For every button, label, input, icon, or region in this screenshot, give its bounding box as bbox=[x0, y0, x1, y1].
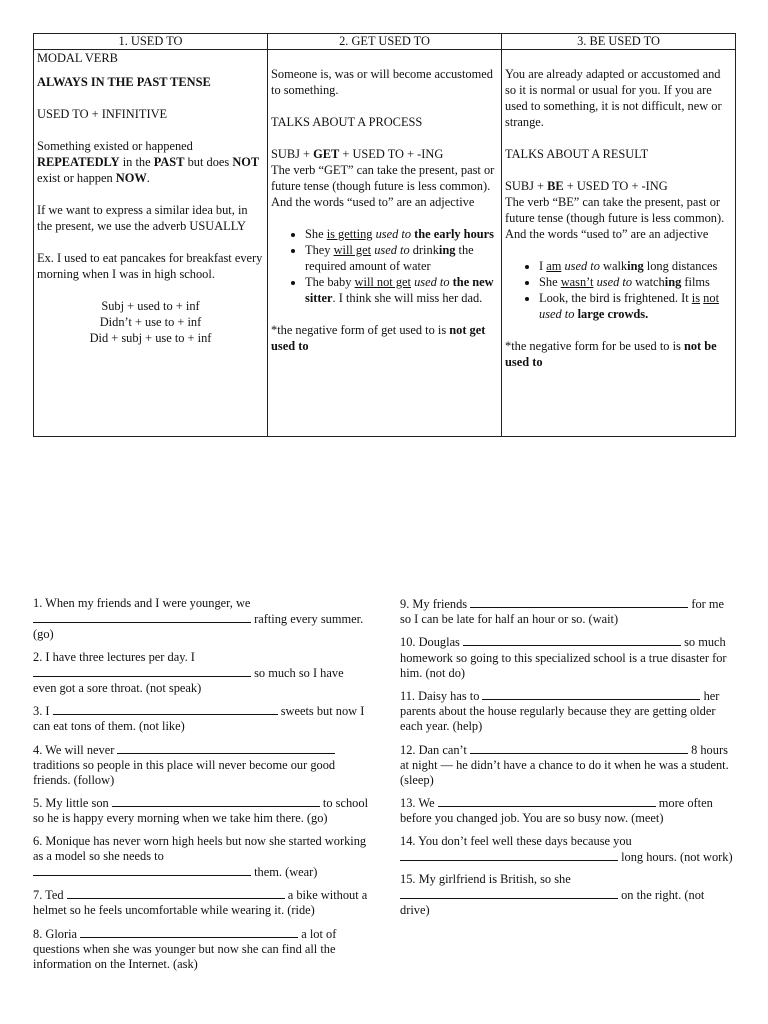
answer-blank[interactable] bbox=[482, 688, 700, 700]
exercise-1: 1. When my friends and I were younger, we rafting every summer. (go) bbox=[33, 596, 364, 642]
exercise-10: 10. Douglas so much homework so going to this specialized school is a true disaster for him. (not do) bbox=[400, 635, 727, 680]
list-item: • The baby will not get used to the new sitter. I think she will miss her dad. bbox=[305, 274, 498, 306]
list-item: • She wasn’t used to watching films bbox=[539, 274, 732, 290]
exercise-11: 11. Daisy has to her parents about the house regularly because they are getting older each year. (help) bbox=[400, 689, 720, 734]
pattern-affirmative: Subj + used to + inf bbox=[101, 299, 200, 313]
answer-blank[interactable] bbox=[470, 596, 688, 608]
exercise-2: 2. I have three lectures per day. I so much so I have even got a sore throat. (not speak) bbox=[33, 649, 344, 696]
usually-note: If we want to express a similar idea but, in the present, we use the adverb USUALLY bbox=[37, 203, 248, 233]
answer-blank[interactable] bbox=[80, 926, 298, 938]
list-item: • Look, the bird is frightened. It is not used to large crowds. bbox=[539, 290, 732, 322]
header-be-used-to: 3. BE USED TO bbox=[502, 34, 736, 50]
be-used-to-examples bbox=[505, 258, 732, 322]
be-used-to-cell bbox=[502, 50, 736, 437]
list-item: • I am used to walking long distances bbox=[539, 258, 732, 274]
list-item: • They will get used to drinking the required amount of water bbox=[305, 242, 498, 274]
used-to-formula: USED TO + INFINITIVE bbox=[37, 107, 168, 121]
get-used-to-examples bbox=[271, 226, 498, 306]
answer-blank[interactable] bbox=[33, 665, 251, 677]
answer-blank[interactable] bbox=[33, 864, 251, 876]
be-used-to-negative: *the negative form for be used to is not be used to bbox=[505, 339, 717, 369]
answer-blank[interactable] bbox=[470, 742, 688, 754]
answer-blank[interactable] bbox=[463, 634, 681, 646]
used-to-example: Ex. I used to eat pancakes for breakfast every morning when I was in high school. bbox=[37, 251, 263, 281]
result-label: TALKS ABOUT A RESULT bbox=[505, 147, 649, 161]
get-used-to-formula: SUBJ + GET + USED TO + -ING bbox=[271, 147, 444, 161]
get-verb-note: The verb “GET” can take the present, past or future tense (though future is less common). And the words “used to” are an adjective bbox=[271, 163, 495, 209]
exercise-14: 14. You don’t feel well these days because you long hours. (not work) bbox=[400, 833, 733, 864]
used-to-definition: Something existed or happened REPEATEDLY in the PAST but does NOT exist or happen NOW. bbox=[37, 139, 260, 185]
be-used-to-intro: You are already adapted or accustomed and so it is normal or usual for you. If you are used to something, it is not difficult, new or strange. bbox=[505, 67, 722, 129]
answer-blank[interactable] bbox=[438, 795, 656, 807]
exercises-left-column bbox=[33, 596, 368, 979]
exercises-right-column bbox=[400, 596, 735, 926]
process-label: TALKS ABOUT A PROCESS bbox=[271, 115, 423, 129]
answer-blank[interactable] bbox=[400, 887, 618, 899]
pattern-question: Did + subj + use to + inf bbox=[89, 331, 212, 345]
exercise-15: 15. My girlfriend is British, so she on the right. (not drive) bbox=[400, 872, 705, 918]
used-to-cell bbox=[34, 50, 268, 437]
exercise-12: 12. Dan can’t 8 hours at night — he didn’t have a chance to do it when he was a student. (sleep) bbox=[400, 742, 729, 788]
exercise-5: 5. My little son to school so he is happy every morning when we take him there. (go) bbox=[33, 796, 369, 826]
exercise-6: 6. Monique has never worn high heels but now she started working as a model so she needs to them. (wear) bbox=[33, 833, 367, 880]
answer-blank[interactable] bbox=[53, 703, 278, 715]
get-used-to-negative: *the negative form of get used to is not get used to bbox=[271, 323, 486, 353]
modal-verb-label: MODAL VERB bbox=[37, 51, 118, 65]
list-item: • She is getting used to the early hours bbox=[305, 226, 498, 242]
be-used-to-formula: SUBJ + BE + USED TO + -ING bbox=[505, 179, 668, 193]
past-tense-rule: ALWAYS IN THE PAST TENSE bbox=[37, 75, 211, 89]
header-get-used-to: 2. GET USED TO bbox=[268, 34, 502, 50]
get-used-to-intro: Someone is, was or will become accustomed to something. bbox=[271, 67, 493, 97]
get-used-to-cell bbox=[268, 50, 502, 437]
answer-blank[interactable] bbox=[33, 611, 251, 623]
pattern-negative: Didn’t + use to + inf bbox=[99, 315, 202, 329]
answer-blank[interactable] bbox=[400, 849, 618, 861]
exercise-13: 13. We more often before you changed job. You are so busy now. (meet) bbox=[400, 796, 713, 826]
be-verb-note: The verb “BE” can take the present, past or future tense (though future is less common). And the words “used to” are an adjective bbox=[505, 195, 725, 241]
answer-blank[interactable] bbox=[67, 887, 285, 899]
grammar-table bbox=[33, 33, 736, 437]
answer-blank[interactable] bbox=[117, 742, 335, 754]
exercise-8: 8. Gloria a lot of questions when she was younger but now she can find all the information on the Internet. (ask) bbox=[33, 926, 337, 972]
exercise-4: 4. We will never traditions so people in this place will never become our good friends. (follow) bbox=[33, 742, 336, 788]
header-used-to: 1. USED TO bbox=[34, 34, 268, 50]
answer-blank[interactable] bbox=[112, 795, 320, 807]
exercise-7: 7. Ted a bike without a helmet so he feels uncomfortable while wearing it. (ride) bbox=[33, 888, 368, 918]
exercise-9: 9. My friends for me so I can be late for half an hour or so. (wait) bbox=[400, 597, 724, 627]
exercise-3: 3. I sweets but now I can eat tons of them. (not like) bbox=[33, 704, 365, 734]
